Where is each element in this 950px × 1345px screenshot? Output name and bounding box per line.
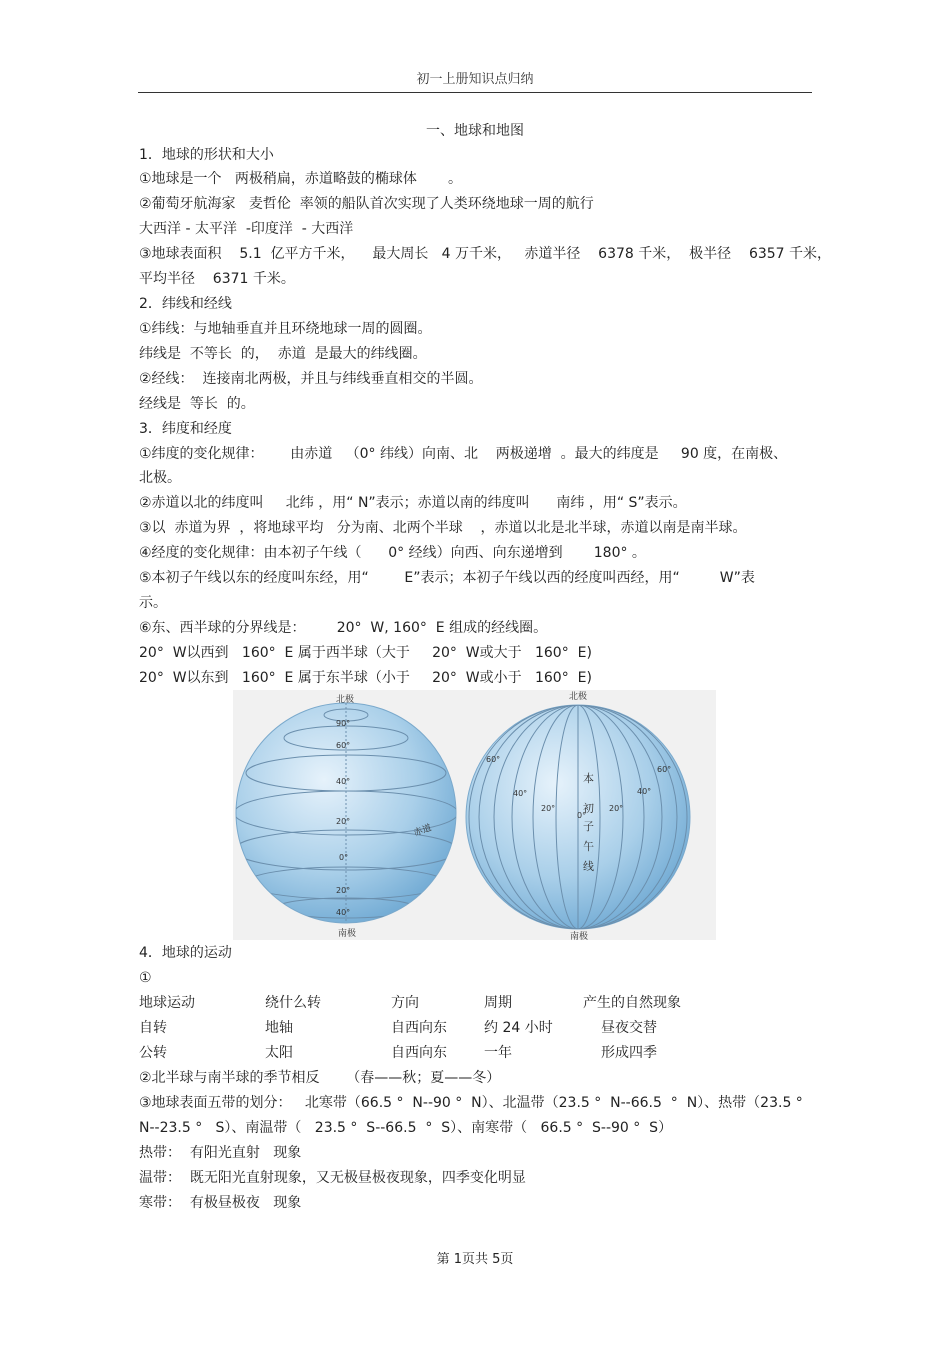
text-line: 示。 xyxy=(139,595,167,611)
lat-label: 60° xyxy=(336,741,351,750)
globe-figure xyxy=(233,690,716,940)
lat-label: 40° xyxy=(336,777,351,786)
meridian-char: 本 xyxy=(583,772,594,785)
text-line: ②葡萄牙航海家 麦哲伦 率领的船队首次实现了人类环绕地球一周的航行 xyxy=(139,196,594,212)
text-line: 纬线是 不等长 的， 赤道 是最大的纬线圈。 xyxy=(139,346,427,362)
text-line: ③地球表面积 5.1 亿平方千米， 最大周长 4 万千米， 赤道半径 6378 千米， 极半径 6357 千米， xyxy=(139,246,832,262)
left-south-pole-label: 南极 xyxy=(338,929,357,939)
right-globe xyxy=(466,690,690,940)
text-line: 20° W以西到 160° E 属于西半球（大于 20° W或大于 160° E) xyxy=(139,645,592,661)
equator-label: 赤道 xyxy=(412,823,433,839)
text-line: ②赤道以北的纬度叫 北纬 ，用“ N”表示；赤道以南的纬度叫 南纬 ，用“ S”表示。 xyxy=(139,495,687,511)
lon-label: 60° xyxy=(486,755,501,764)
section4-title: 4．地球的运动 xyxy=(139,945,232,961)
table-cell: 形成四季 xyxy=(601,1045,657,1061)
lon-label: 60° xyxy=(657,765,672,774)
meridian-char: 线 xyxy=(583,860,594,873)
text-line: ⑥东、西半球的分界线是： 20° W, 160° E 组成的经线圈。 xyxy=(139,620,548,636)
table-header-cell: 方向 xyxy=(391,995,419,1011)
table-header-cell: 产生的自然现象 xyxy=(583,995,681,1011)
section-title: 一、地球和地图 xyxy=(426,123,524,139)
table-cell: 公转 xyxy=(139,1045,167,1061)
text-line: 大西洋 - 太平洋 -印度洋 - 大西洋 xyxy=(139,221,354,237)
text-line: 经线是 等长 的。 xyxy=(139,396,255,412)
text-line: 温带： 既无阳光直射现象，又无极昼极夜现象，四季变化明显 xyxy=(139,1170,526,1186)
lat-label: 20° xyxy=(336,886,351,895)
table-header-cell: 地球运动 xyxy=(139,995,195,1011)
page-header: 初一上册知识点归纳 xyxy=(416,72,534,87)
table-cell: 昼夜交替 xyxy=(601,1020,657,1036)
right-north-pole-label: 北极 xyxy=(569,692,588,702)
lon-label: 40° xyxy=(637,787,652,796)
text-line: 寒带： 有极昼极夜 现象 xyxy=(139,1195,302,1211)
text-line: ③地球表面五带的划分： 北寒带（66.5 ° N--90 ° N）、北温带（23.5 ° N--66.5 ° N）、热带（23.5 ° xyxy=(139,1095,803,1111)
text-line: 3．纬度和经度 xyxy=(139,421,232,437)
lat-label: 90° xyxy=(336,719,351,728)
text-line: N--23.5 ° S）、南温带（ 23.5 ° S--66.5 ° S）、南寒带（ 66.5 ° S--90 ° S） xyxy=(139,1120,673,1136)
meridian-char: 子 xyxy=(583,820,594,833)
left-north-pole-label: 北极 xyxy=(336,695,355,705)
circle-number: ① xyxy=(139,970,152,986)
meridian-char: 初 xyxy=(583,802,594,815)
text-line: 20° W以东到 160° E 属于东半球（小于 20° W或小于 160° E) xyxy=(139,670,592,686)
left-globe xyxy=(234,693,458,939)
text-line: ①纬线：与地轴垂直并且环绕地球一周的圆圈。 xyxy=(139,321,432,337)
page-footer: 第 1页共 5页 xyxy=(436,1252,514,1267)
text-line: ②经线： 连接南北两极，并且与纬线垂直相交的半圆。 xyxy=(139,371,483,387)
table-cell: 太阳 xyxy=(265,1045,293,1061)
table-cell: 地轴 xyxy=(265,1020,293,1036)
table-cell: 自西向东 xyxy=(391,1045,447,1061)
text-line: ①纬度的变化规律： 由赤道 （0° 纬线）向南、北 两极递增 。最大的纬度是 90 度，在南极、 xyxy=(139,446,788,462)
globe-illustration xyxy=(233,690,716,940)
text-line: ②北半球与南半球的季节相反 （春——秋；夏——冬） xyxy=(139,1070,501,1086)
lon-label: 20° xyxy=(541,804,556,813)
text-line: ③以 赤道为界 ，将地球平均 分为南、北两个半球 ，赤道以北是北半球，赤道以南是南半球。 xyxy=(139,520,747,536)
text-line: ①地球是一个 两极稍扁，赤道略鼓的椭球体 。 xyxy=(139,171,463,187)
text-line: 2．纬线和经线 xyxy=(139,296,232,312)
lon-label: 20° xyxy=(609,804,624,813)
text-line: 热带： 有阳光直射 现象 xyxy=(139,1145,302,1161)
text-line: 平均半径 6371 千米。 xyxy=(139,271,295,287)
lat-label: 20° xyxy=(336,817,351,826)
prime-meridian-degree: 0° xyxy=(577,811,587,820)
lat-label: 40° xyxy=(336,908,351,917)
meridian-char: 午 xyxy=(583,840,594,853)
table-cell: 一年 xyxy=(484,1045,512,1061)
lat-label: 0° xyxy=(339,853,349,862)
text-line: 1．地球的形状和大小 xyxy=(139,147,274,163)
text-line: 北极。 xyxy=(139,470,181,486)
lon-label: 40° xyxy=(513,789,528,798)
text-line: ⑤本初子午线以东的经度叫东经，用“ E”表示；本初子午线以西的经度叫西经，用“ W”表 xyxy=(139,570,755,586)
text-line: ④经度的变化规律：由本初子午线（ 0° 经线）向西、向东递增到 180° 。 xyxy=(139,545,646,561)
header-rule xyxy=(138,92,812,93)
right-south-pole-label: 南极 xyxy=(570,932,589,940)
table-header-cell: 周期 xyxy=(484,995,512,1011)
table-cell: 自转 xyxy=(139,1020,167,1036)
table-cell: 约 24 小时 xyxy=(484,1020,553,1036)
table-header-cell: 绕什么转 xyxy=(265,995,321,1011)
table-cell: 自西向东 xyxy=(391,1020,447,1036)
